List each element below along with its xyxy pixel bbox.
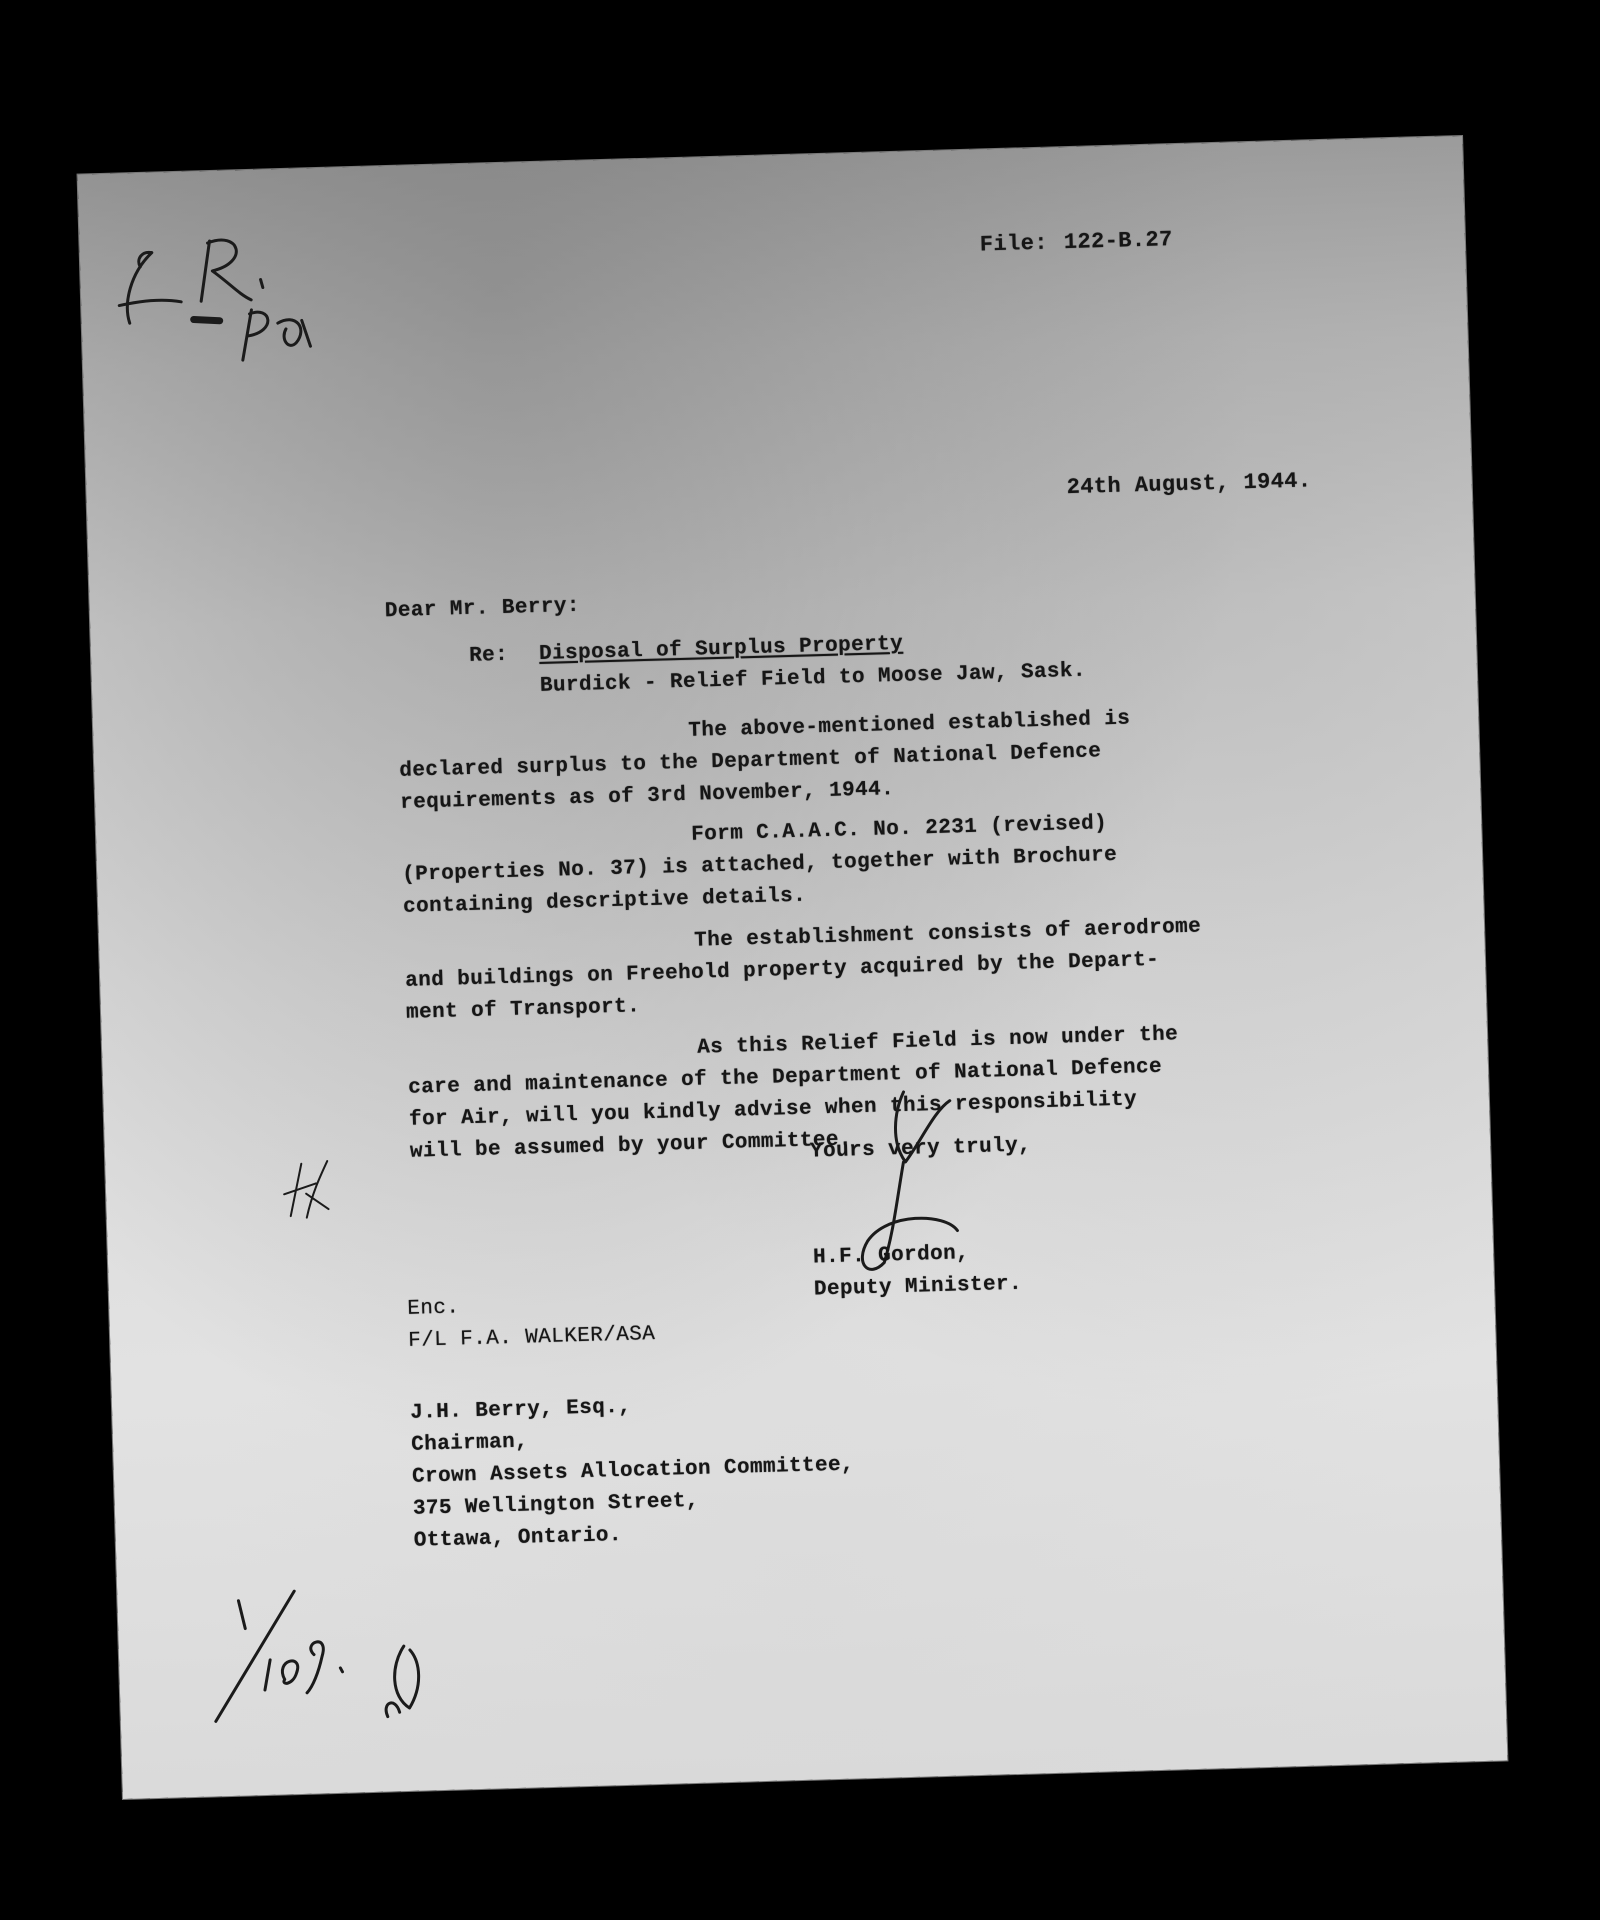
signatory-name: H.F. Gordon, [812, 1242, 970, 1270]
signatory [813, 1237, 1023, 1307]
re-label: Re: [468, 643, 509, 668]
paragraph-line: requirements as of 3rd November, 1944. [399, 778, 895, 815]
file-reference [979, 224, 1173, 261]
handwritten-annotation-top-text [108, 184, 113, 185]
body-paragraph-2 [401, 808, 1119, 924]
subject-line-2: Burdick - Relief Field to Moose Jaw, Sask. [539, 659, 1087, 698]
typist-initials: F/L F.A. WALKER/ASA [407, 1322, 656, 1353]
enclosure-note: Enc. [407, 1296, 460, 1321]
margin-initials-mark [275, 1153, 337, 1225]
paragraph-line: containing descriptive details. [402, 884, 807, 919]
body-paragraph-1 [398, 703, 1132, 819]
enclosure-block [407, 1287, 656, 1358]
paragraph-line: (Properties No. 37) is attached, together with Brochure [401, 843, 1118, 887]
paragraph-line: care and maintenance of the Department of National Defence [407, 1055, 1163, 1100]
letter-date: 24th August, 1944. [1066, 468, 1312, 501]
addressee-line: J.H. Berry, Esq., [409, 1395, 632, 1425]
subject-block [469, 624, 1087, 705]
addressee-block [410, 1386, 856, 1558]
paragraph-line: will be assumed by your Committee. [409, 1128, 853, 1164]
closing: Yours very truly, [809, 1134, 1032, 1164]
paragraph-line: The establishment consists of aerodrome [693, 915, 1202, 953]
paragraph-line: for Air, will you kindly advise when this responsibility [408, 1088, 1138, 1132]
subject-line-1: Disposal of Surplus Property [538, 632, 904, 666]
paragraph-line: As this Relief Field is now under the [696, 1023, 1179, 1060]
handwritten-annotation-top [99, 207, 363, 374]
paragraph-line: declared surplus to the Department of National Defence [399, 740, 1102, 783]
addressee-line: Crown Assets Allocation Committee, [411, 1453, 855, 1489]
paragraph-line: and buildings on Freehold property acquired by the Depart- [404, 948, 1160, 993]
file-number: 122-B.27 [1063, 227, 1174, 256]
paragraph-line: Form C.A.A.C. No. 2231 (revised) [690, 812, 1108, 847]
paragraph-line: ment of Transport. [405, 995, 641, 1025]
handwritten-annotation-bottom-text [201, 1732, 205, 1733]
body-paragraph-3 [404, 912, 1203, 1030]
signatory-title: Deputy Minister. [813, 1272, 1023, 1302]
file-label: File: [979, 230, 1049, 258]
addressee-line: Ottawa, Ontario. [413, 1523, 623, 1553]
paragraph-line: The above-mentioned established is [688, 707, 1131, 743]
handwritten-annotation-bottom [182, 1565, 446, 1732]
letter-page [78, 136, 1508, 1799]
salutation: Dear Mr. Berry: [384, 594, 581, 624]
addressee-line: Chairman, [410, 1430, 529, 1457]
body-paragraph-4 [407, 1019, 1181, 1168]
addressee-line: 375 Wellington Street, [412, 1489, 700, 1521]
